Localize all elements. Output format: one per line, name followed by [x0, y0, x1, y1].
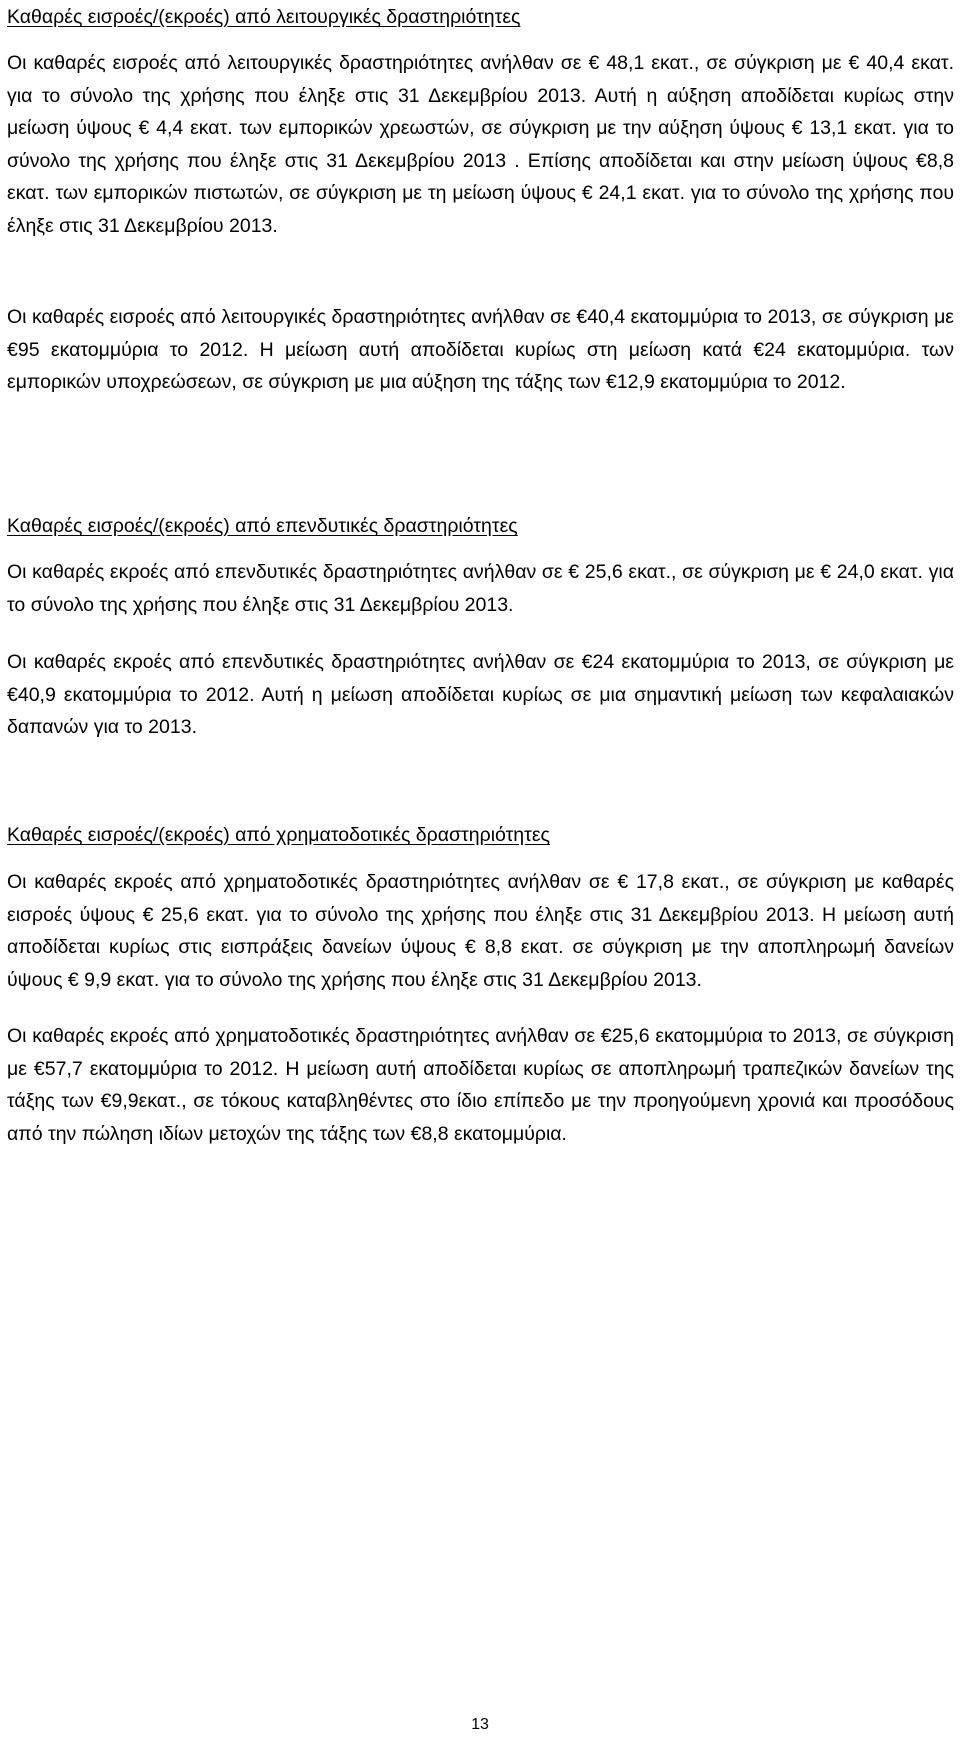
section-heading-operating: Καθαρές εισροές/(εκροές) από λειτουργικές δραστηριότητες	[7, 6, 521, 28]
paragraph-financing-2: Οι καθαρές εκροές από χρηματοδοτικές δραστηριότητες ανήλθαν σε €25,6 εκατομμύρια το 2013, σε σύγκριση με €57,7 εκατομμύρια το 2012. Η μείωση αυτή αποδίδεται κυρίως σε αποπληρωμή τραπεζικών δανείων της τάξης των €9,9εκατ., σε τόκους καταβληθέντες στο ίδιο επίπεδο με την προηγούμενη χρονιά και προσόδους από την πώληση ιδίων μετοχών της τάξης των €8,8 εκατομμύρια.	[7, 1025, 954, 1145]
paragraph-financing-1: Οι καθαρές εκροές από χρηματοδοτικές δραστηριότητες ανήλθαν σε € 17,8 εκατ., σε σύγκριση με καθαρές εισροές ύψους € 25,6 εκατ. για το σύνολο της χρήσης που έληξε στις 31 Δεκεμβρίου 2013. Η μείωση αυτή αποδίδεται κυρίως στις εισπράξεις δανείων ύψους € 8,8 εκατ. σε σύγκριση με την αποπληρωμή δανείων ύψους € 9,9 εκατ. για το σύνολο της χρήσης που έληξε στις 31 Δεκεμβρίου 2013.	[7, 871, 954, 991]
paragraph-operating-2: Οι καθαρές εισροές από λειτουργικές δραστηριότητες ανήλθαν σε €40,4 εκατομμύρια το 2013, σε σύγκριση με €95 εκατομμύρια το 2012. Η μείωση αυτή αποδίδεται κυρίως στη μείωση κατά €24 εκατομμύρια. των εμπορικών υποχρεώσεων, σε σύγκριση με μια αύξηση της τάξης των €12,9 εκατομμύρια το 2012.	[7, 306, 954, 393]
paragraph-operating-1: Οι καθαρές εισροές από λειτουργικές δραστηριότητες ανήλθαν σε € 48,1 εκατ., σε σύγκριση με € 40,4 εκατ. για το σύνολο της χρήσης που έληξε στις 31 Δεκεμβρίου 2013. Αυτή η αύξηση αποδίδεται κυρίως στην μείωση ύψους € 4,4 εκατ. των εμπορικών χρεωστών, σε σύγκριση με την αύξηση ύψους € 13,1 εκατ. για το σύνολο της χρήσης που έληξε στις 31 Δεκεμβρίου 2013 . Επίσης αποδίδεται και στην μείωση ύψους €8,8 εκατ. των εμπορικών πιστωτών, σε σύγκριση με τη μείωση ύψους € 24,1 εκατ. για το σύνολο της χρήσης που έληξε στις 31 Δεκεμβρίου 2013.	[7, 52, 954, 237]
section-heading-financing: Καθαρές εισροές/(εκροές) από χρηματοδοτικές δραστηριότητες	[7, 824, 550, 846]
section-heading-investing: Καθαρές εισροές/(εκροές) από επενδυτικές δραστηριότητες	[7, 515, 518, 537]
paragraph-investing-2: Οι καθαρές εκροές από επενδυτικές δραστηριότητες ανήλθαν σε €24 εκατομμύρια το 2013, σε σύγκριση με €40,9 εκατομμύρια το 2012. Αυτή η μείωση αποδίδεται κυρίως σε μια σημαντική μείωση των κεφαλαιακών δαπανών για το 2013.	[7, 651, 954, 738]
page-number: 13	[471, 1716, 489, 1733]
paragraph-investing-1: Οι καθαρές εκροές από επενδυτικές δραστηριότητες ανήλθαν σε € 25,6 εκατ., σε σύγκριση με € 24,0 εκατ. για το σύνολο της χρήσης που έληξε στις 31 Δεκεμβρίου 2013.	[7, 561, 954, 616]
